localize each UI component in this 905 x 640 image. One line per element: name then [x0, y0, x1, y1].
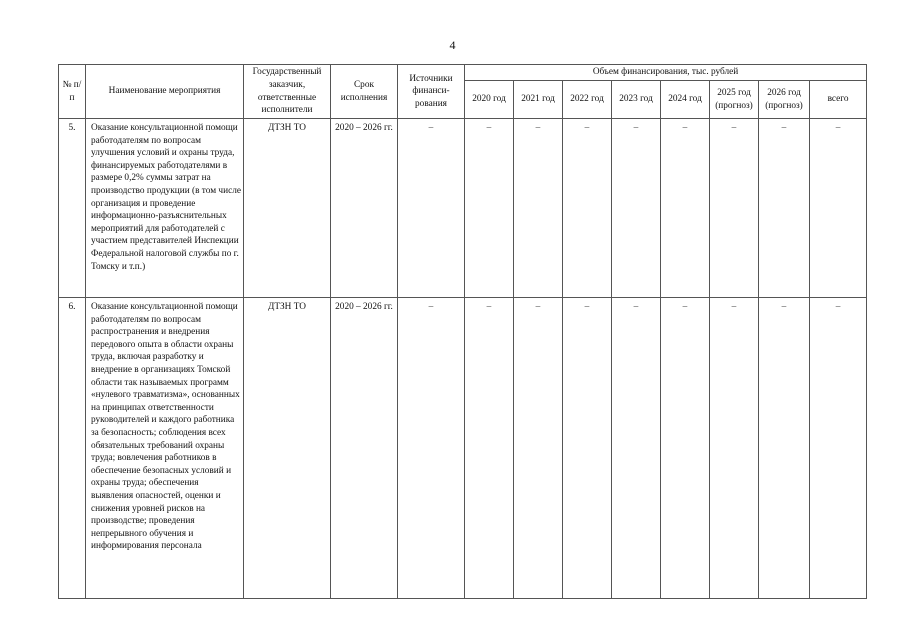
- value-cell: –: [563, 298, 612, 599]
- sources-cell: –: [398, 298, 465, 599]
- funding-table: [58, 64, 867, 599]
- table-row: [59, 119, 867, 298]
- value-cell: –: [759, 298, 810, 599]
- col-header-year: 2023 год: [612, 81, 661, 119]
- col-header-term: Срок исполнения: [331, 65, 398, 119]
- col-header-year: 2026 год (прогноз): [759, 81, 810, 119]
- col-header-name: Наименование мероприятия: [86, 65, 244, 119]
- col-header-year: 2024 год: [661, 81, 710, 119]
- value-cell: –: [612, 298, 661, 599]
- value-cell: –: [514, 298, 563, 599]
- header-row-top: [59, 65, 867, 81]
- col-header-year: 2021 год: [514, 81, 563, 119]
- row-number: 6.: [59, 298, 86, 599]
- customer-cell: ДТЗН ТО: [244, 298, 331, 599]
- value-cell: –: [465, 119, 514, 298]
- col-header-year: 2022 год: [563, 81, 612, 119]
- row-number: 5.: [59, 119, 86, 298]
- total-cell: –: [810, 119, 867, 298]
- value-cell: –: [661, 119, 710, 298]
- value-cell: –: [514, 119, 563, 298]
- value-cell: –: [563, 119, 612, 298]
- value-cell: –: [612, 119, 661, 298]
- sources-cell: –: [398, 119, 465, 298]
- value-cell: –: [759, 119, 810, 298]
- table-row: [59, 298, 867, 599]
- col-header-year: 2025 год (прогноз): [710, 81, 759, 119]
- col-header-total: всего: [810, 81, 867, 119]
- value-cell: –: [710, 119, 759, 298]
- value-cell: –: [465, 298, 514, 599]
- col-header-sources: Источники финанси-рования: [398, 65, 465, 119]
- value-cell: –: [661, 298, 710, 599]
- activity-name: Оказание консультационной помощи работодателям по вопросам распространения и внедрения передового опыта в области охраны труда, включая разработку и внедрение в организациях Томской области так называемых программ «нулевого травматизма», основанных на принципах ответственности руководителей и каждого работника за безопасность; соблюдения всех обязательных требований охраны труда; вовлечения работников в обеспечение безопасных условий и охраны труда; обеспечения выявления опасностей, оценки и снижения уровней рисков на производстве; проведения непрерывного обучения и информирования персонала: [86, 298, 244, 599]
- value-cell: –: [710, 298, 759, 599]
- col-header-customer: Государственный заказчик, ответственные исполнители: [244, 65, 331, 119]
- term-cell: 2020 – 2026 гг.: [331, 119, 398, 298]
- activity-name: Оказание консультационной помощи работодателям по вопросам улучшения условий и охраны труда, финансируемых работодателями в размере 0,2% суммы затрат на производство продукции (в том числе организация и проведение информационно-разъяснительных мероприятий для работодателей с участием представителей Инспекции Федеральной налоговой службы по г. Томску и т.п.): [86, 119, 244, 298]
- col-header-year: 2020 год: [465, 81, 514, 119]
- col-header-funding-group: Объем финансирования, тыс. рублей: [465, 65, 867, 81]
- total-cell: –: [810, 298, 867, 599]
- customer-cell: ДТЗН ТО: [244, 119, 331, 298]
- page-number: 4: [449, 38, 456, 52]
- col-header-num: № п/п: [59, 65, 86, 119]
- term-cell: 2020 – 2026 гг.: [331, 298, 398, 599]
